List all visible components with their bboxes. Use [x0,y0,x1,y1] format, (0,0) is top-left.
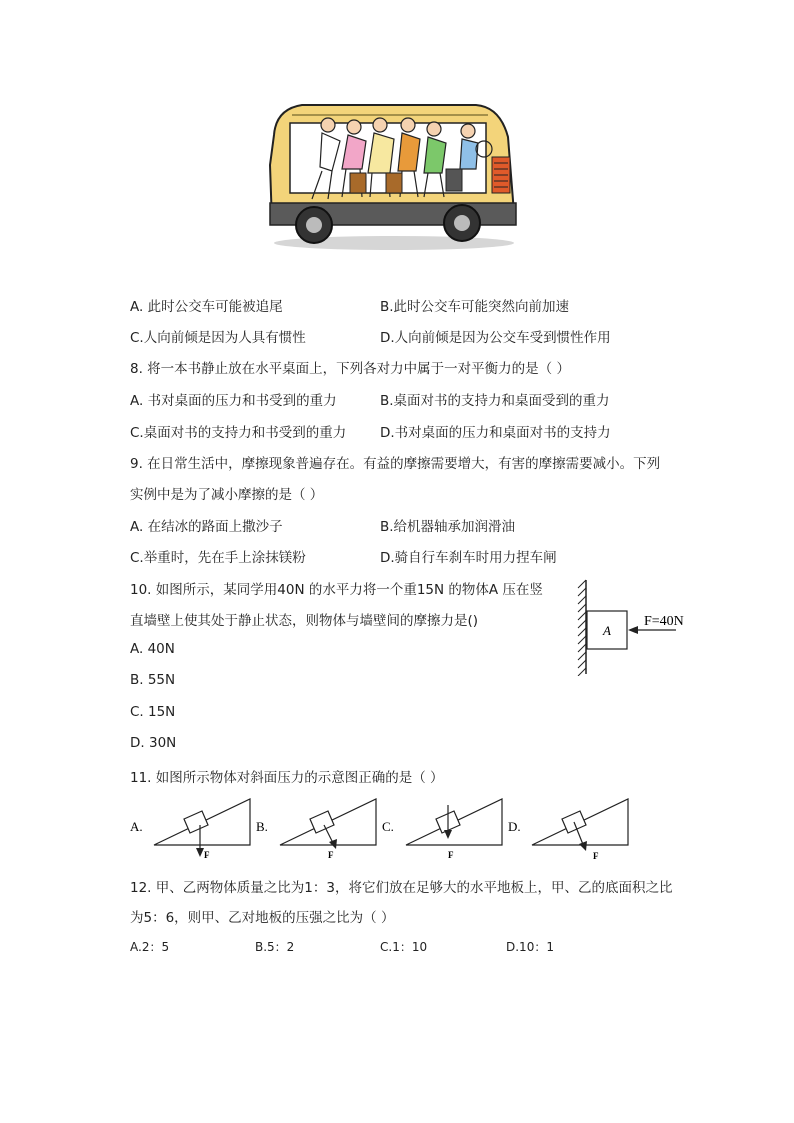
q12-option-a[interactable]: A.2：5 [130,940,170,954]
force-label-c: F [448,850,454,860]
bus-illustration [262,95,524,253]
block-b [310,811,334,833]
q8-option-c[interactable]: C.桌面对书的支持力和书受到的重力 [130,425,347,441]
q9-option-d[interactable]: D.骑自行车刹车时用力捏车闸 [380,550,557,566]
force-label: F=40N [644,614,684,629]
q12-option-c[interactable]: C.1：10 [380,940,428,954]
q10-option-a[interactable]: A. 40N [130,641,175,657]
q10-stem-line2: 直墙壁上使其处于静止状态，则物体与墙壁间的摩擦力是() [130,613,479,629]
q10-option-d[interactable]: D. 30N [130,735,177,751]
force-label-b: F [328,850,334,860]
q9-stem-line1: 9. 在日常生活中，摩擦现象普遍存在。有益的摩擦需要增大，有害的摩擦需要减小。下列 [130,456,661,472]
q8-stem: 8. 将一本书静止放在水平桌面上，下列各对力中属于一对平衡力的是（ ） [130,361,570,377]
q11-stem: 11. 如图所示物体对斜面压力的示意图正确的是（ ） [130,770,444,786]
q9-option-a[interactable]: A. 在结冰的路面上撒沙子 [130,519,283,535]
q12-option-b[interactable]: B.5：2 [255,940,295,954]
q10-wall-figure [576,578,698,676]
q7-option-a[interactable]: A. 此时公交车可能被追尾 [130,299,283,315]
block-a [184,811,208,833]
q11-label-c[interactable]: C. [382,819,394,834]
q11-label-b[interactable]: B. [256,819,268,834]
block-a-label: A [603,623,611,638]
q9-stem-line2: 实例中是为了减小摩擦的是（ ） [130,487,324,503]
q10-option-c[interactable]: C. 15N [130,704,176,720]
q12-stem-line1: 12. 甲、乙两物体质量之比为1：3，将它们放在足够大的水平地板上，甲、乙的底面积之比 [130,880,673,896]
q8-option-d[interactable]: D.书对桌面的压力和桌面对书的支持力 [380,425,611,441]
q11-incline-figures [128,795,630,863]
q12-option-d[interactable]: D.10：1 [506,940,554,954]
q10-option-b[interactable]: B. 55N [130,672,176,688]
q8-option-b[interactable]: B.桌面对书的支持力和桌面受到的重力 [380,393,610,409]
q8-option-a[interactable]: A. 书对桌面的压力和书受到的重力 [130,393,337,409]
q11-label-d[interactable]: D. [508,819,521,834]
q9-option-b[interactable]: B.给机器轴承加润滑油 [380,519,516,535]
q9-option-c[interactable]: C.举重时，先在手上涂抹镁粉 [130,550,306,566]
q7-option-c[interactable]: C.人向前倾是因为人具有惯性 [130,330,306,346]
q12-stem-line2: 为5：6，则甲、乙对地板的压强之比为（ ） [130,910,395,926]
q10-stem-line1: 10. 如图所示，某同学用40N 的水平力将一个重15N 的物体A 压在竖 [130,582,543,598]
q7-option-d[interactable]: D.人向前倾是因为公交车受到惯性作用 [380,330,611,346]
force-label-a: F [204,850,210,860]
q11-label-a[interactable]: A. [130,819,143,834]
force-label-d: F [593,851,599,861]
q7-option-b[interactable]: B.此时公交车可能突然向前加速 [380,299,570,315]
